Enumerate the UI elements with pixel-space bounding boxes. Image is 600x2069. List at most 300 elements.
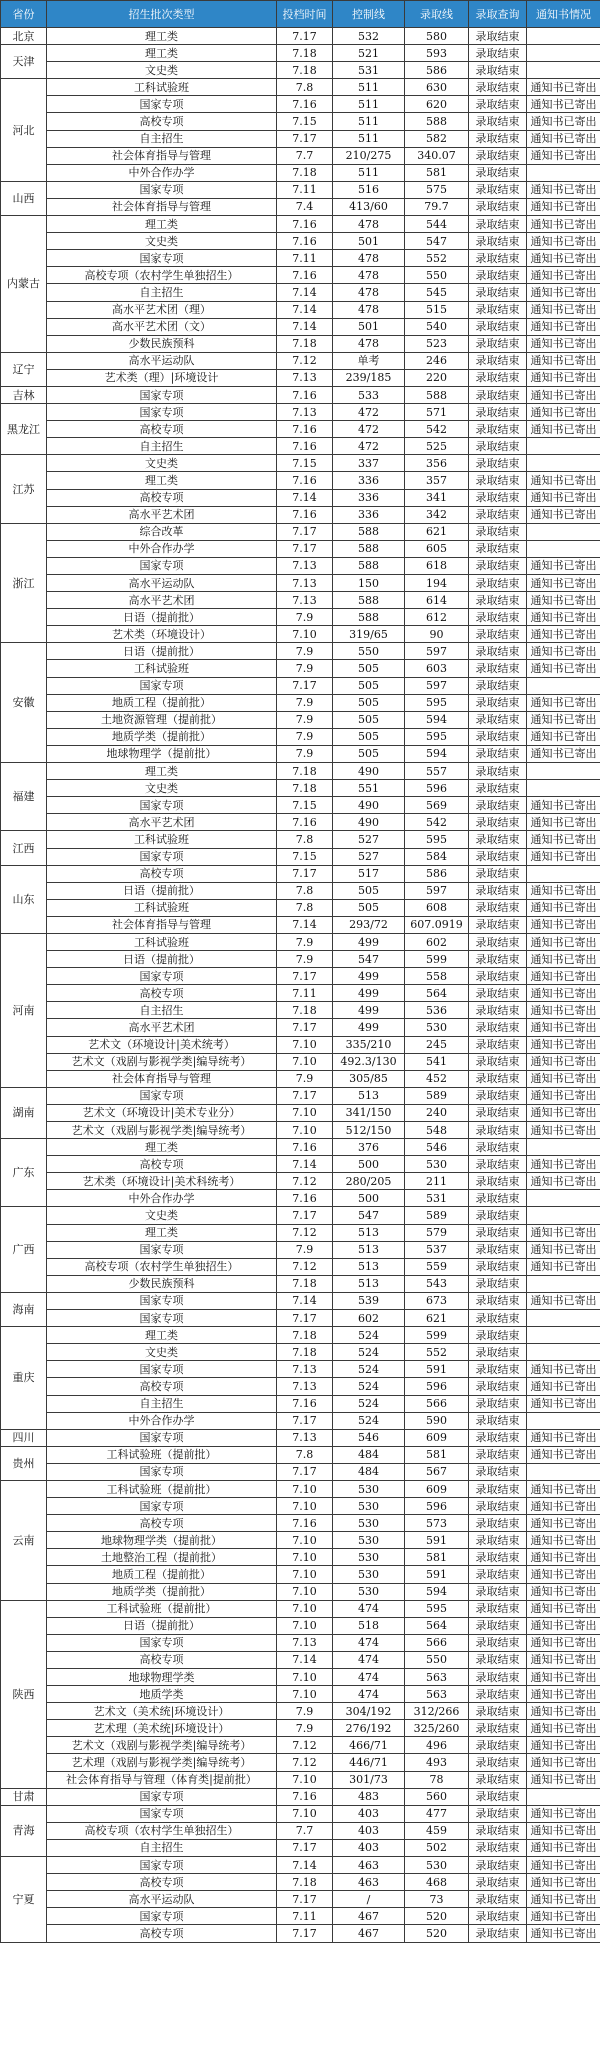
admission-line-cell: 597: [405, 882, 469, 899]
filing-time-cell: 7.10: [277, 1771, 333, 1788]
table-row: [1, 626, 600, 643]
admission-query-cell: 录取结束: [469, 1651, 527, 1668]
admission-line-cell: 605: [405, 540, 469, 557]
batch-type-cell: 艺术文（戏剧与影视学类|编导统考）: [47, 1122, 277, 1139]
table-row: [1, 933, 600, 950]
admission-line-cell: 621: [405, 523, 469, 540]
admission-line-cell: 566: [405, 1395, 469, 1412]
table-row: [1, 1515, 600, 1532]
filing-time-cell: 7.8: [277, 899, 333, 916]
table-row: [1, 1532, 600, 1549]
control-line-cell: 336: [333, 472, 405, 489]
admission-line-cell: 540: [405, 318, 469, 335]
control-line-cell: 293/72: [333, 916, 405, 933]
admission-line-cell: 621: [405, 1310, 469, 1327]
filing-time-cell: 7.15: [277, 848, 333, 865]
filing-time-cell: 7.14: [277, 1857, 333, 1874]
province-cell: 云南: [1, 1480, 47, 1600]
notice-status-cell: 通知书已寄出: [527, 198, 600, 215]
admission-query-cell: 录取结束: [469, 1754, 527, 1771]
admission-query-cell: 录取结束: [469, 1839, 527, 1856]
filing-time-cell: 7.16: [277, 438, 333, 455]
admission-query-cell: 录取结束: [469, 1344, 527, 1361]
control-line-cell: 513: [333, 1224, 405, 1241]
admission-query-cell: 录取结束: [469, 1703, 527, 1720]
province-cell: 河北: [1, 79, 47, 182]
admission-line-cell: 597: [405, 677, 469, 694]
admission-query-cell: 录取结束: [469, 882, 527, 899]
filing-time-cell: 7.16: [277, 1139, 333, 1156]
table-row: [1, 1788, 600, 1805]
notice-status-cell: 通知书已寄出: [527, 1070, 600, 1087]
filing-time-cell: 7.16: [277, 96, 333, 113]
notice-status-cell: 通知书已寄出: [527, 335, 600, 352]
notice-status-cell: 通知书已寄出: [527, 592, 600, 609]
notice-status-cell: 通知书已寄出: [527, 301, 600, 318]
admission-line-cell: 597: [405, 643, 469, 660]
admission-line-cell: 599: [405, 951, 469, 968]
admission-query-cell: 录取结束: [469, 1908, 527, 1925]
notice-status-cell: 通知书已寄出: [527, 1515, 600, 1532]
control-line-cell: 490: [333, 814, 405, 831]
filing-time-cell: 7.17: [277, 968, 333, 985]
control-line-cell: 532: [333, 28, 405, 45]
admission-query-cell: 录取结束: [469, 1788, 527, 1805]
table-row: [1, 1822, 600, 1839]
filing-time-cell: 7.16: [277, 386, 333, 403]
filing-time-cell: 7.13: [277, 369, 333, 386]
admission-line-cell: 452: [405, 1070, 469, 1087]
control-line-cell: 539: [333, 1292, 405, 1309]
admission-line-cell: 552: [405, 250, 469, 267]
filing-time-cell: 7.14: [277, 284, 333, 301]
batch-type-cell: 文史类: [47, 62, 277, 79]
filing-time-cell: 7.13: [277, 1378, 333, 1395]
province-cell: 北京: [1, 28, 47, 45]
admission-line-cell: 531: [405, 1190, 469, 1207]
filing-time-cell: 7.9: [277, 609, 333, 626]
batch-type-cell: 自主招生: [47, 284, 277, 301]
admission-line-cell: 673: [405, 1292, 469, 1309]
admission-line-cell: 594: [405, 1583, 469, 1600]
batch-type-cell: 艺术文（戏剧与影视学类|编导统考）: [47, 1053, 277, 1070]
admission-query-cell: 录取结束: [469, 1857, 527, 1874]
admission-query-cell: 录取结束: [469, 1224, 527, 1241]
batch-type-cell: 艺术文（环境设计|美术专业分）: [47, 1104, 277, 1121]
table-row: [1, 916, 600, 933]
admission-query-cell: 录取结束: [469, 968, 527, 985]
filing-time-cell: 7.16: [277, 814, 333, 831]
admission-query-cell: 录取结束: [469, 216, 527, 233]
admission-query-cell: 录取结束: [469, 1566, 527, 1583]
control-line-cell: 336: [333, 489, 405, 506]
notice-status-cell: 通知书已寄出: [527, 1258, 600, 1275]
table-row: [1, 113, 600, 130]
table-row: [1, 1258, 600, 1275]
admission-line-cell: 341: [405, 489, 469, 506]
notice-status-cell: 通知书已寄出: [527, 1002, 600, 1019]
control-line-cell: 335/210: [333, 1036, 405, 1053]
filing-time-cell: 7.10: [277, 1600, 333, 1617]
control-line-cell: 467: [333, 1925, 405, 1942]
table-row: [1, 1190, 600, 1207]
admission-line-cell: 559: [405, 1258, 469, 1275]
table-row: [1, 1429, 600, 1446]
admission-query-cell: 录取结束: [469, 1634, 527, 1651]
table-row: [1, 216, 600, 233]
batch-type-cell: 艺术文（美术统|环境设计）: [47, 1703, 277, 1720]
table-row: [1, 438, 600, 455]
table-row: [1, 455, 600, 472]
batch-type-cell: 高校专项（农村学生单独招生）: [47, 267, 277, 284]
table-row: [1, 1480, 600, 1497]
control-line-cell: 500: [333, 1190, 405, 1207]
batch-type-cell: 高校专项: [47, 1925, 277, 1942]
batch-type-cell: 地质学类（提前批）: [47, 1583, 277, 1600]
admission-line-cell: 530: [405, 1156, 469, 1173]
table-row: [1, 62, 600, 79]
notice-status-cell: [527, 540, 600, 557]
table-row: [1, 386, 600, 403]
province-cell: 江西: [1, 831, 47, 865]
batch-type-cell: 国家专项: [47, 968, 277, 985]
admission-line-cell: 542: [405, 421, 469, 438]
table-row: [1, 557, 600, 574]
batch-type-cell: 国家专项: [47, 1634, 277, 1651]
control-line-cell: 588: [333, 609, 405, 626]
admission-query-cell: 录取结束: [469, 626, 527, 643]
admission-query-cell: 录取结束: [469, 899, 527, 916]
admission-line-cell: 630: [405, 79, 469, 96]
table-row: [1, 1087, 600, 1104]
table-row: [1, 1207, 600, 1224]
admission-line-cell: 563: [405, 1669, 469, 1686]
control-line-cell: 513: [333, 1087, 405, 1104]
batch-type-cell: 高校专项: [47, 1515, 277, 1532]
admission-query-cell: 录取结束: [469, 1412, 527, 1429]
batch-type-cell: 理工类: [47, 45, 277, 62]
control-line-cell: 305/85: [333, 1070, 405, 1087]
batch-type-cell: 国家专项: [47, 848, 277, 865]
filing-time-cell: 7.14: [277, 489, 333, 506]
admission-line-cell: 541: [405, 1053, 469, 1070]
notice-status-cell: 通知书已寄出: [527, 968, 600, 985]
batch-type-cell: 工科试验班: [47, 899, 277, 916]
admission-query-cell: 录取结束: [469, 1737, 527, 1754]
table-row: [1, 181, 600, 198]
admission-query-cell: 录取结束: [469, 763, 527, 780]
control-line-cell: 150: [333, 575, 405, 592]
batch-type-cell: 高水平艺术团（理）: [47, 301, 277, 318]
control-line-cell: 524: [333, 1412, 405, 1429]
batch-type-cell: 国家专项: [47, 677, 277, 694]
control-line-cell: 474: [333, 1634, 405, 1651]
control-line-cell: 478: [333, 216, 405, 233]
filing-time-cell: 7.16: [277, 421, 333, 438]
admission-query-cell: 录取结束: [469, 797, 527, 814]
admission-query-cell: 录取结束: [469, 147, 527, 164]
filing-time-cell: 7.9: [277, 1241, 333, 1258]
filing-time-cell: 7.9: [277, 1703, 333, 1720]
filing-time-cell: 7.8: [277, 882, 333, 899]
control-line-cell: 467: [333, 1908, 405, 1925]
batch-type-cell: 自主招生: [47, 1002, 277, 1019]
filing-time-cell: 7.18: [277, 45, 333, 62]
control-line-cell: 472: [333, 421, 405, 438]
admission-query-cell: 录取结束: [469, 1190, 527, 1207]
admission-line-cell: 547: [405, 233, 469, 250]
admission-query-cell: 录取结束: [469, 1583, 527, 1600]
batch-type-cell: 高校专项（农村学生单独招生）: [47, 1258, 277, 1275]
admission-line-cell: 357: [405, 472, 469, 489]
table-row: [1, 985, 600, 1002]
control-line-cell: 337: [333, 455, 405, 472]
admission-line-cell: 477: [405, 1805, 469, 1822]
control-line-cell: 478: [333, 250, 405, 267]
admission-line-cell: 609: [405, 1429, 469, 1446]
notice-status-cell: 通知书已寄出: [527, 916, 600, 933]
filing-time-cell: 7.10: [277, 1104, 333, 1121]
notice-status-cell: 通知书已寄出: [527, 745, 600, 762]
table-row: [1, 711, 600, 728]
control-line-cell: 472: [333, 438, 405, 455]
batch-type-cell: 高水平运动队: [47, 1891, 277, 1908]
filing-time-cell: 7.18: [277, 1874, 333, 1891]
control-line-cell: 516: [333, 181, 405, 198]
filing-time-cell: 7.18: [277, 1275, 333, 1292]
admission-query-cell: 录取结束: [469, 404, 527, 421]
notice-status-cell: 通知书已寄出: [527, 797, 600, 814]
filing-time-cell: 7.9: [277, 951, 333, 968]
header-admission-query: 录取查询: [469, 1, 527, 28]
admission-line-cell: 586: [405, 865, 469, 882]
table-row: [1, 1378, 600, 1395]
admission-line-cell: 564: [405, 985, 469, 1002]
notice-status-cell: 通知书已寄出: [527, 1429, 600, 1446]
control-line-cell: 463: [333, 1874, 405, 1891]
filing-time-cell: 7.18: [277, 335, 333, 352]
filing-time-cell: 7.13: [277, 575, 333, 592]
admission-query-cell: 录取结束: [469, 1600, 527, 1617]
batch-type-cell: 艺术文（环境设计|美术统考）: [47, 1036, 277, 1053]
table-row: [1, 1839, 600, 1856]
table-row: [1, 1737, 600, 1754]
table-row: [1, 728, 600, 745]
control-line-cell: 319/65: [333, 626, 405, 643]
table-row: [1, 1908, 600, 1925]
admission-line-cell: 563: [405, 1686, 469, 1703]
table-row: [1, 951, 600, 968]
table-row: [1, 1053, 600, 1070]
control-line-cell: 474: [333, 1686, 405, 1703]
batch-type-cell: 文史类: [47, 233, 277, 250]
table-row: [1, 831, 600, 848]
notice-status-cell: [527, 780, 600, 797]
batch-type-cell: 国家专项: [47, 1908, 277, 1925]
table-row: [1, 404, 600, 421]
table-row: [1, 1600, 600, 1617]
notice-status-cell: 通知书已寄出: [527, 1651, 600, 1668]
notice-status-cell: 通知书已寄出: [527, 848, 600, 865]
admission-query-cell: 录取结束: [469, 1378, 527, 1395]
batch-type-cell: 少数民族预科: [47, 335, 277, 352]
notice-status-cell: 通知书已寄出: [527, 1446, 600, 1463]
table-row: [1, 1771, 600, 1788]
filing-time-cell: 7.17: [277, 1891, 333, 1908]
notice-status-cell: 通知书已寄出: [527, 352, 600, 369]
control-line-cell: /: [333, 1891, 405, 1908]
batch-type-cell: 土地资源管理（提前批）: [47, 711, 277, 728]
admission-line-cell: 603: [405, 660, 469, 677]
admission-query-cell: 录取结束: [469, 386, 527, 403]
control-line-cell: 499: [333, 968, 405, 985]
notice-status-cell: [527, 1275, 600, 1292]
filing-time-cell: 7.17: [277, 1412, 333, 1429]
admission-query-cell: 录取结束: [469, 45, 527, 62]
table-row: [1, 164, 600, 181]
notice-status-cell: 通知书已寄出: [527, 1857, 600, 1874]
admission-query-cell: 录取结束: [469, 369, 527, 386]
control-line-cell: 513: [333, 1241, 405, 1258]
notice-status-cell: 通知书已寄出: [527, 404, 600, 421]
filing-time-cell: 7.12: [277, 1737, 333, 1754]
admission-query-cell: 录取结束: [469, 711, 527, 728]
filing-time-cell: 7.18: [277, 1327, 333, 1344]
admission-line-cell: 194: [405, 575, 469, 592]
table-row: [1, 1361, 600, 1378]
control-line-cell: 530: [333, 1566, 405, 1583]
admission-query-cell: 录取结束: [469, 592, 527, 609]
admission-query-cell: 录取结束: [469, 1019, 527, 1036]
notice-status-cell: [527, 1788, 600, 1805]
filing-time-cell: 7.17: [277, 1839, 333, 1856]
control-line-cell: 499: [333, 1019, 405, 1036]
notice-status-cell: [527, 763, 600, 780]
filing-time-cell: 7.16: [277, 506, 333, 523]
notice-status-cell: [527, 1207, 600, 1224]
filing-time-cell: 7.17: [277, 1925, 333, 1942]
filing-time-cell: 7.18: [277, 780, 333, 797]
control-line-cell: 588: [333, 523, 405, 540]
notice-status-cell: 通知书已寄出: [527, 233, 600, 250]
admission-query-cell: 录取结束: [469, 780, 527, 797]
batch-type-cell: 艺术类（环境设计）: [47, 626, 277, 643]
admission-line-cell: 593: [405, 45, 469, 62]
filing-time-cell: 7.15: [277, 113, 333, 130]
admission-query-cell: 录取结束: [469, 728, 527, 745]
admission-query-cell: 录取结束: [469, 318, 527, 335]
control-line-cell: 403: [333, 1839, 405, 1856]
province-cell: 山东: [1, 865, 47, 933]
province-cell: 重庆: [1, 1327, 47, 1430]
admission-query-cell: 录取结束: [469, 352, 527, 369]
table-row: [1, 1463, 600, 1480]
admission-query-cell: 录取结束: [469, 1361, 527, 1378]
filing-time-cell: 7.12: [277, 352, 333, 369]
admission-query-cell: 录取结束: [469, 1122, 527, 1139]
table-row: [1, 643, 600, 660]
admission-query-cell: 录取结束: [469, 677, 527, 694]
notice-status-cell: 通知书已寄出: [527, 1532, 600, 1549]
table-row: [1, 1241, 600, 1258]
table-row: [1, 1634, 600, 1651]
notice-status-cell: 通知书已寄出: [527, 1104, 600, 1121]
admission-line-cell: 78: [405, 1771, 469, 1788]
filing-time-cell: 7.12: [277, 1173, 333, 1190]
table-row: [1, 45, 600, 62]
batch-type-cell: 高水平运动队: [47, 575, 277, 592]
control-line-cell: 403: [333, 1805, 405, 1822]
admission-line-cell: 581: [405, 1446, 469, 1463]
table-row: [1, 1925, 600, 1942]
control-line-cell: 466/71: [333, 1737, 405, 1754]
control-line-cell: 336: [333, 506, 405, 523]
province-cell: 山西: [1, 181, 47, 215]
admission-line-cell: 564: [405, 1617, 469, 1634]
batch-type-cell: 土地整治工程（提前批）: [47, 1549, 277, 1566]
batch-type-cell: 高校专项: [47, 985, 277, 1002]
admission-line-cell: 530: [405, 1019, 469, 1036]
admission-line-cell: 325/260: [405, 1720, 469, 1737]
batch-type-cell: 自主招生: [47, 1395, 277, 1412]
table-body: [1, 28, 600, 1943]
admission-query-cell: 录取结束: [469, 233, 527, 250]
admission-query-cell: 录取结束: [469, 1515, 527, 1532]
notice-status-cell: [527, 677, 600, 694]
control-line-cell: 463: [333, 1857, 405, 1874]
province-cell: 贵州: [1, 1446, 47, 1480]
filing-time-cell: 7.14: [277, 916, 333, 933]
control-line-cell: 511: [333, 96, 405, 113]
admission-query-cell: 录取结束: [469, 1532, 527, 1549]
notice-status-cell: 通知书已寄出: [527, 79, 600, 96]
filing-time-cell: 7.13: [277, 404, 333, 421]
notice-status-cell: 通知书已寄出: [527, 951, 600, 968]
batch-type-cell: 国家专项: [47, 797, 277, 814]
admission-query-cell: 录取结束: [469, 523, 527, 540]
notice-status-cell: 通知书已寄出: [527, 489, 600, 506]
filing-time-cell: 7.16: [277, 267, 333, 284]
province-cell: 黑龙江: [1, 404, 47, 455]
admission-query-cell: 录取结束: [469, 609, 527, 626]
batch-type-cell: 理工类: [47, 216, 277, 233]
notice-status-cell: 通知书已寄出: [527, 369, 600, 386]
batch-type-cell: 理工类: [47, 28, 277, 45]
admission-query-cell: 录取结束: [469, 1822, 527, 1839]
admission-query-cell: 录取结束: [469, 1874, 527, 1891]
batch-type-cell: 文史类: [47, 1207, 277, 1224]
filing-time-cell: 7.9: [277, 933, 333, 950]
header-control-line: 控制线: [333, 1, 405, 28]
filing-time-cell: 7.11: [277, 985, 333, 1002]
table-row: [1, 1070, 600, 1087]
batch-type-cell: 高校专项: [47, 1874, 277, 1891]
notice-status-cell: [527, 1344, 600, 1361]
notice-status-cell: [527, 1310, 600, 1327]
admission-line-cell: 591: [405, 1566, 469, 1583]
admission-query-cell: 录取结束: [469, 1395, 527, 1412]
notice-status-cell: [527, 1190, 600, 1207]
filing-time-cell: 7.13: [277, 1634, 333, 1651]
notice-status-cell: 通知书已寄出: [527, 985, 600, 1002]
admission-line-cell: 550: [405, 1651, 469, 1668]
admission-query-cell: 录取结束: [469, 575, 527, 592]
admission-line-cell: 596: [405, 1378, 469, 1395]
control-line-cell: 547: [333, 1207, 405, 1224]
table-row: [1, 1019, 600, 1036]
control-line-cell: 547: [333, 951, 405, 968]
table-row: [1, 1275, 600, 1292]
